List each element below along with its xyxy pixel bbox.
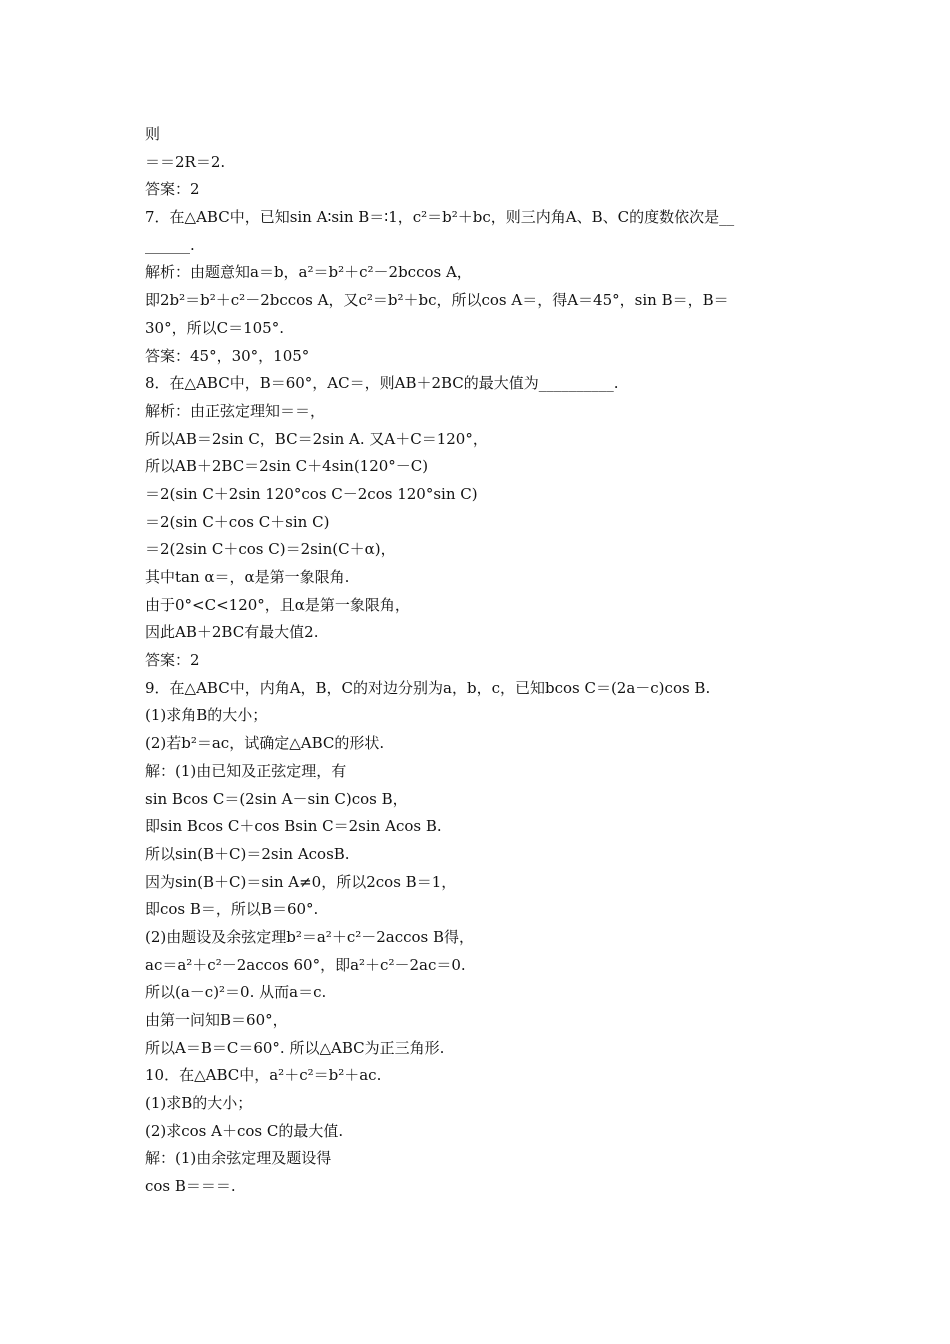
text-line: 所以A＝B＝C＝60°. 所以△ABC为正三角形. — [145, 1038, 445, 1057]
text-line: 则 — [145, 125, 161, 143]
text-line: 所以sin(B＋C)＝2sin AcosB. — [145, 844, 350, 863]
text-line: 即cos B＝，所以B＝60°. — [145, 900, 319, 919]
text-line: ＝2(sin C＋2sin 120°cos C－2cos 120°sin C) — [145, 484, 478, 503]
text-line: 解：(1)由余弦定理及题设得 — [145, 1149, 332, 1168]
text-line: 即2b²＝b²＋c²－2bccos A，又c²＝b²＋bc，所以cos A＝，得A＝45°，sin B＝，B＝ — [145, 291, 729, 310]
text-line: 所以AB＋2BC＝2sin C＋4sin(120°－C) — [145, 457, 429, 476]
text-line: 其中tan α＝，α是第一象限角. — [145, 568, 350, 586]
text-line: ＝2(2sin C＋cos C)＝2sin(C＋α)， — [145, 540, 396, 559]
text-line: ＝2(sin C＋cos C＋sin C) — [145, 512, 330, 531]
question-10-part-1: (1)求B的大小； — [145, 1094, 253, 1113]
question-10: 10．在△ABC中，a²＋c²＝b²＋ac. — [145, 1066, 382, 1085]
text-line: 所以(a－c)²＝0. 从而a＝c. — [145, 983, 327, 1002]
question-10-part-2: (2)求cos A＋cos C的最大值. — [145, 1121, 344, 1140]
text-line: ac＝a²＋c²－2accos 60°，即a²＋c²－2ac＝0. — [145, 955, 466, 974]
text-line: cos B＝＝＝. — [145, 1177, 236, 1196]
question-9: 9．在△ABC中，内角A，B，C的对边分别为a，b，c，已知bcos C＝(2a－c)cos B. — [145, 678, 711, 697]
text-line: ＝＝2R＝2. — [145, 152, 226, 171]
text-line: 因此AB＋2BC有最大值2. — [145, 623, 319, 642]
answer-line: 答案：2 — [145, 180, 200, 199]
text-line: sin Bcos C＝(2sin A－sin C)cos B， — [145, 789, 408, 808]
question-8: 8．在△ABC中，B＝60°，AC＝，则AB＋2BC的最大值为__________. — [145, 374, 619, 393]
question-9-part-2: (2)若b²＝ac，试确定△ABC的形状. — [145, 734, 385, 753]
text-line: 所以AB＝2sin C，BC＝2sin A. 又A＋C＝120°， — [145, 429, 488, 448]
text-line: 因为sin(B＋C)＝sin A≠0，所以2cos B＝1， — [145, 872, 457, 891]
question-7-blank: ______. — [145, 235, 195, 254]
text-line: 由第一问知B＝60°， — [145, 1011, 288, 1029]
text-line: 30°，所以C＝105°. — [145, 318, 284, 337]
answer-line: 答案：45°，30°，105° — [145, 346, 310, 365]
answer-line: 答案：2 — [145, 651, 200, 670]
text-line: 由于0°<C<120°，且α是第一象限角， — [145, 595, 410, 614]
text-line: 即sin Bcos C＋cos Bsin C＝2sin Acos B. — [145, 817, 442, 836]
question-9-part-1: (1)求角B的大小； — [145, 706, 268, 725]
text-line: (2)由题设及余弦定理b²＝a²＋c²－2accos B得， — [145, 927, 475, 946]
document-body — [145, 121, 817, 1201]
text-line: 解析：由题意知a＝b，a²＝b²＋c²－2bccos A， — [145, 263, 472, 282]
text-line: 解：(1)由已知及正弦定理，有 — [145, 761, 347, 780]
question-7: 7．在△ABC中，已知sin A∶sin B＝∶1，c²＝b²＋bc，则三内角A、B、C的度数依次是__ — [145, 208, 735, 227]
text-line: 解析：由正弦定理知＝＝， — [145, 401, 326, 420]
